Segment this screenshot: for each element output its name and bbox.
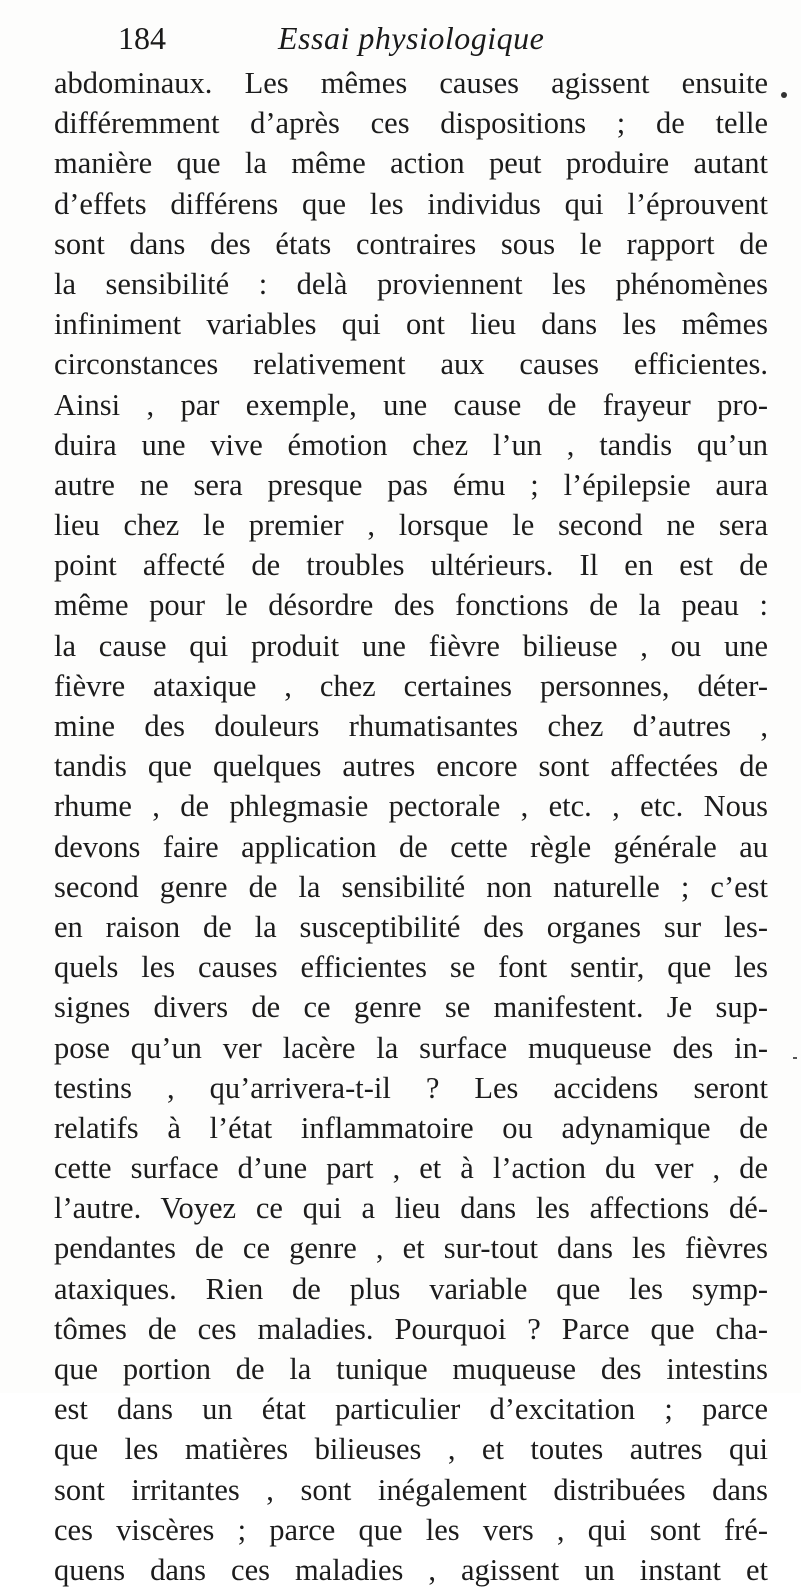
text-line: que les matières bilieuses , et toutes autres qui	[54, 1432, 768, 1467]
body-text	[54, 63, 768, 1590]
text-line: duira une vive émotion chez l’un , tandis qu’un	[54, 427, 768, 462]
text-line: sont irritantes , sont inégalement distribuées dans	[54, 1472, 768, 1507]
text-line: que portion de la tunique muqueuse des intestins	[54, 1352, 768, 1386]
text-line: sont dans des états contraires sous le rapport de	[54, 226, 768, 261]
running-head	[118, 14, 758, 62]
text-line: second genre de la sensibilité non naturelle ; c’est	[54, 869, 768, 904]
text-line: quels les causes efficientes se font sentir, que les	[54, 950, 768, 985]
text-line: ces viscères ; parce que les vers , qui sont fré-	[54, 1512, 768, 1547]
text-line: la cause qui produit une fièvre bilieuse , ou une	[54, 628, 768, 663]
text-line: pendantes de ce genre , et sur-tout dans les fièvres	[54, 1231, 768, 1266]
text-line: point affecté de troubles ultérieurs. Il en est de	[54, 548, 768, 583]
text-line: autre ne sera presque pas ému ; l’épilepsie aura	[54, 467, 768, 502]
text-line: cette surface d’une part , et à l’action du ver , de	[54, 1151, 768, 1186]
text-line: relatifs à l’état inflammatoire ou adynamique de	[54, 1110, 768, 1145]
text-line: Ainsi , par exemple, une cause de frayeur pro-	[54, 387, 768, 422]
text-line: pose qu’un ver lacère la surface muqueuse des in-	[54, 1030, 768, 1065]
margin-ink-mark	[781, 92, 787, 98]
text-line: quens dans ces maladies , agissent un instant et	[54, 1552, 768, 1587]
text-line: fièvre ataxique , chez certaines personnes, déter-	[54, 668, 768, 703]
text-line: même pour le désordre des fonctions de la peau :	[54, 588, 768, 623]
text-line: différemment d’après ces dispositions ; de telle	[54, 106, 768, 141]
text-line: est dans un état particulier d’excitation ; parce	[54, 1392, 768, 1427]
running-title: Essai physiologique	[278, 20, 545, 56]
text-line: tandis que quelques autres encore sont affectées de	[54, 749, 768, 784]
text-line: devons faire application de cette règle générale au	[54, 829, 768, 864]
text-line: testins , qu’arrivera-t-il ? Les accidens seront	[54, 1070, 768, 1105]
text-line: infiniment variables qui ont lieu dans les mêmes	[54, 307, 768, 342]
text-line: ataxiques. Rien de plus variable que les symp-	[54, 1271, 768, 1306]
margin-ink-mark	[793, 1057, 797, 1059]
text-line: circonstances relativement aux causes efficientes.	[54, 347, 768, 382]
page-number: 184	[118, 20, 166, 56]
text-line: lieu chez le premier , lorsque le second ne sera	[54, 508, 768, 543]
text-line: signes divers de ce genre se manifestent. Je sup-	[54, 990, 768, 1025]
text-line: tômes de ces maladies. Pourquoi ? Parce que cha-	[54, 1311, 768, 1346]
text-line: la sensibilité : delà proviennent les phénomènes	[54, 266, 768, 301]
text-line: rhume , de phlegmasie pectorale , etc. , etc. Nous	[54, 789, 768, 824]
text-line: d’effets différens que les individus qui l’éprouvent	[54, 186, 768, 221]
text-line: en raison de la susceptibilité des organes sur les-	[54, 909, 768, 944]
text-line: abdominaux. Les mêmes causes agissent ensuite	[54, 66, 768, 100]
text-line: manière que la même action peut produire autant	[54, 146, 768, 181]
text-line: mine des douleurs rhumatisantes chez d’autres ,	[54, 709, 768, 743]
text-line: l’autre. Voyez ce qui a lieu dans les affections dé-	[54, 1191, 768, 1226]
